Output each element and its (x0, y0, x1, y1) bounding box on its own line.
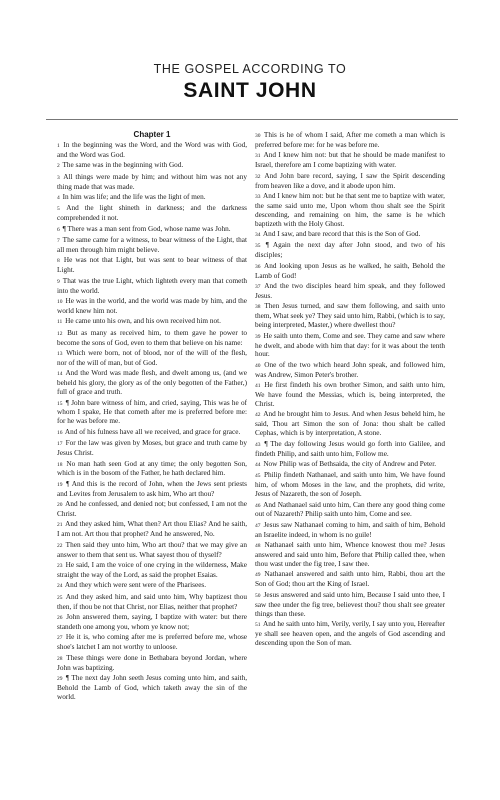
verse (255, 151, 445, 170)
verse-number: 30 (255, 133, 261, 139)
verse (255, 591, 445, 619)
verse-text: In the beginning was the Word, and the Word was with God, and the Word was God. (57, 140, 247, 159)
verse (255, 192, 445, 229)
verse-number: 13 (57, 351, 63, 358)
verse (57, 277, 247, 296)
header-divider (46, 119, 458, 120)
verse-number: 42 (255, 412, 261, 419)
verse-text: And he saith unto him, Verily, verily, I say unto you, Hereafter ye shall see heaven open, and the angels of God ascending and descending upon the Son of man. (255, 619, 445, 647)
verse-number: 23 (57, 563, 63, 570)
book-header (0, 62, 500, 103)
verse-number: 43 (255, 441, 261, 448)
verse-number: 49 (255, 572, 261, 579)
verse-number: 33 (255, 193, 261, 200)
verse (57, 439, 247, 458)
verse (57, 225, 247, 235)
verse (255, 381, 445, 409)
verse-text: For the law was given by Moses, but grace and truth came by Jesus Christ. (57, 439, 247, 458)
verse-number: 46 (255, 502, 261, 509)
verse (255, 172, 445, 191)
verse (255, 471, 445, 499)
verse-text: This is he of whom I said, After me cometh a man which is preferred before me: for he was before me. (255, 131, 445, 149)
verse-text: And of his fulness have all we received, and grace for grace. (64, 427, 241, 436)
verse (57, 193, 247, 203)
verse-number: 34 (255, 232, 261, 239)
verse-text: These things were done in Bethabara beyond Jordan, where John was baptizing. (57, 653, 247, 672)
verse-text: And I knew him not: but he that sent me to baptize with water, the same said unto me, Upon whom thou shalt see the Spirit descending, and remaining on him, the same is he which baptizeth with the Holy Ghost. (255, 191, 445, 228)
verse (57, 593, 247, 612)
verse-text: He was in the world, and the world was made by him, and the world knew him not. (57, 297, 247, 315)
verse-number: 39 (255, 333, 261, 340)
verse (255, 521, 445, 540)
verse-text: Nathanael answered and saith unto him, Rabbi, thou art the Son of God; thou art the King of Israel. (255, 570, 445, 589)
verse-number: 8 (57, 258, 60, 265)
verse-number: 10 (57, 299, 63, 305)
verse (57, 161, 247, 171)
verse (57, 173, 247, 192)
verse (57, 329, 247, 348)
verse-number: 2 (57, 163, 60, 170)
verse-text: Jesus saw Nathanael coming to him, and saith of him, Behold an Israelite indeed, in whom is no guile! (255, 520, 445, 539)
verse-text: In him was life; and the life was the light of men. (62, 192, 206, 201)
verse-number: 41 (255, 383, 261, 390)
verse-text: That was the true Light, which lighteth every man that cometh into the world. (57, 276, 247, 295)
verse-text: Now Philip was of Bethsaida, the city of Andrew and Peter. (263, 459, 437, 468)
verse-number: 1 (57, 142, 60, 149)
verse (255, 131, 445, 150)
verse-text: And looking upon Jesus as he walked, he saith, Behold the Lamb of God! (255, 261, 445, 280)
verse-text: And the two disciples heard him speak, and they followed Jesus. (255, 282, 445, 300)
verse (255, 501, 445, 520)
verse (57, 581, 247, 591)
verse (255, 440, 445, 459)
verse (255, 361, 445, 380)
verse-text: But as many as received him, to them gave he power to become the sons of God, even to them that believe on his name: (57, 328, 247, 347)
verse-text: Philip findeth Nathanael, and saith unto him, We have found him, of whom Moses in the law, and the prophets, did write, Jesus of Nazareth, the son of Joseph. (255, 471, 445, 499)
chapter-heading: Chapter 1 (133, 131, 171, 139)
verse-number: 27 (57, 635, 63, 642)
verse-text: All things were made by him; and without him was not any thing made that was made. (57, 172, 247, 191)
verse-text: And I knew him not: but that he should be made manifest to Israel, therefore am I come baptizing with water. (255, 151, 445, 170)
verse-text: Then said they unto him, Who art thou? that we may give an answer to them that sent us. What sayest thou of thyself? (57, 540, 247, 559)
verse-number: 37 (255, 284, 261, 291)
verse-text: No man hath seen God at any time; the only begotten Son, which is in the bosom of the Father, he hath declared him. (57, 459, 247, 478)
verse (57, 480, 247, 499)
verse-number: 45 (255, 473, 261, 480)
verse-text: Then Jesus turned, and saw them following, and saith unto them, What seek ye? They said unto him, Rabbi, (which is to say, being interpreted, Master,) where dwellest thou? (255, 302, 445, 330)
verse-text: He it is, who coming after me is preferred before me, whose shoe's latchet I am not worthy to unloose. (57, 633, 247, 652)
verse (255, 541, 445, 569)
verse (57, 541, 247, 560)
verse (57, 561, 247, 580)
verse-number: 31 (255, 153, 261, 160)
verse-number: 35 (255, 243, 261, 250)
verse-text: And he brought him to Jesus. And when Jesus beheld him, he said, Thou art Simon the son of Jona: thou shalt be called Cephas, which is by interpretation, A stone. (255, 410, 445, 438)
verse (57, 399, 247, 427)
verse-number: 4 (57, 194, 60, 201)
verse (255, 302, 445, 330)
verse (57, 256, 247, 275)
verse-text: And they which were sent were of the Pharisees. (64, 581, 207, 590)
verse (57, 236, 247, 255)
verse-text: ¶ John bare witness of him, and cried, saying, This was he of whom I spake, He that cometh after me is preferred before me: for he was before me. (57, 398, 247, 426)
verse-number: 21 (57, 522, 63, 529)
verse-text: Which were born, not of blood, nor of the will of the flesh, nor of the will of man, but of God. (57, 349, 247, 367)
verse-number: 16 (57, 429, 63, 436)
verse-number: 15 (57, 400, 63, 407)
verse-text: The same was in the beginning with God. (62, 161, 184, 170)
verse-number: 40 (255, 362, 261, 369)
verse-number: 47 (255, 522, 261, 529)
verse (255, 460, 445, 470)
verse-number: 22 (57, 542, 63, 549)
verse (57, 520, 247, 539)
verse (57, 317, 247, 327)
verse-number: 12 (57, 330, 63, 337)
verse-text: He came unto his own, and his own received him not. (65, 317, 221, 326)
verse (57, 297, 247, 316)
verse-text: He first findeth his own brother Simon, and saith unto him, We have found the Messias, which is, being interpreted, the Christ. (255, 381, 445, 408)
book-title: SAINT JOHN (183, 79, 317, 102)
verse-number: 3 (57, 174, 60, 181)
verse-number: 7 (57, 238, 60, 245)
verse (255, 410, 445, 438)
verse-number: 17 (57, 441, 63, 448)
verse (57, 369, 247, 397)
verse-number: 20 (57, 502, 63, 509)
verse-number: 32 (255, 173, 261, 180)
verse (255, 332, 445, 360)
verse (255, 282, 445, 301)
verse-text: Nathanael saith unto him, Whence knowest thou me? Jesus answered and said unto him, Before that Philip called thee, when thou wast under the fig tree, I saw thee. (255, 541, 445, 568)
verse-number: 51 (255, 621, 261, 628)
verse-number: 5 (57, 206, 60, 213)
verse-number: 9 (57, 278, 60, 285)
verse (57, 204, 247, 223)
verse-text: And John bare record, saying, I saw the Spirit descending from heaven like a dove, and it abode upon him. (255, 171, 445, 190)
verse-number: 26 (57, 615, 63, 622)
verse-number: 28 (57, 655, 63, 662)
verse-number: 44 (255, 461, 261, 468)
verse-number: 6 (57, 226, 60, 233)
verse (57, 460, 247, 479)
verse (255, 262, 445, 281)
verse (255, 570, 445, 589)
verse (57, 141, 247, 160)
verse-number: 25 (57, 594, 63, 601)
verse-text: He saith unto them, Come and see. They came and saw where he dwelt, and abode with him that day: for it was about the tenth hour. (255, 331, 445, 359)
verse (57, 654, 247, 673)
verse-number: 24 (57, 583, 63, 590)
verse (57, 613, 247, 632)
right-column (255, 131, 445, 781)
verse (57, 633, 247, 652)
verse-text: He was not that Light, but was sent to bear witness of that Light. (57, 256, 247, 275)
verse-text: And the light shineth in darkness; and the darkness comprehended it not. (57, 204, 247, 223)
verse-text: And he confessed, and denied not; but confessed, I am not the Christ. (57, 500, 247, 519)
verse-text: Jesus answered and said unto him, Because I said unto thee, I saw thee under the fig tree, believest thou? thou shalt see greater things than these. (255, 590, 445, 618)
verse-number: 50 (255, 592, 261, 599)
verse-text: ¶ And this is the record of John, when the Jews sent priests and Levites from Jerusalem to ask him, Who art thou? (57, 479, 247, 498)
verse-text: And the Word was made flesh, and dwelt among us, (and we beheld his glory, the glory as of the only begotten of the Father,) full of grace and truth. (57, 369, 247, 397)
verse-number: 19 (57, 481, 63, 488)
book-kicker: THE GOSPEL ACCORDING TO (153, 62, 347, 76)
verse-number: 29 (57, 676, 63, 683)
verse (255, 230, 445, 240)
verse-number: 36 (255, 263, 261, 270)
verse-number: 18 (57, 461, 63, 468)
verse (57, 428, 247, 438)
verse-number: 11 (57, 319, 63, 326)
verse-text: He said, I am the voice of one crying in the wilderness, Make straight the way of the Lord, as said the prophet Esaias. (57, 561, 247, 579)
verse-text: And Nathanael said unto him, Can there any good thing come out of Nazareth? Philip saith unto him, Come and see. (255, 500, 445, 519)
verse-text: ¶ Again the next day after John stood, and two of his disciples; (255, 241, 445, 260)
verse-text: The same came for a witness, to bear witness of the Light, that all men through him might believe. (57, 236, 247, 254)
verse-text: ¶ There was a man sent from God, whose name was John. (62, 224, 231, 233)
verse-text: And they asked him, What then? Art thou Elias? And he saith, I am not. Art thou that prophet? And he answered, No. (57, 520, 247, 539)
verse-text: And I saw, and bare record that this is the Son of God. (262, 230, 421, 239)
verse-text: One of the two which heard John speak, and followed him, was Andrew, Simon Peter's brother. (255, 360, 445, 379)
verse-number: 38 (255, 304, 261, 311)
verse-text: And they asked him, and said unto him, Why baptizest thou then, if thou be not that Christ, nor Elias, neither that prophet? (57, 592, 247, 611)
verse-number: 14 (57, 371, 63, 378)
verse-text: John answered them, saying, I baptize with water: but there standeth one among you, whom ye know not; (57, 613, 247, 631)
verse-text: ¶ The day following Jesus would go forth into Galilee, and findeth Philip, and saith unto him, Follow me. (255, 439, 445, 458)
verse (57, 349, 247, 368)
verse (255, 241, 445, 260)
verse (57, 674, 247, 702)
verse (57, 500, 247, 519)
verse (255, 620, 445, 648)
text-columns (57, 131, 445, 781)
left-column (57, 131, 247, 781)
verse-number: 48 (255, 543, 261, 550)
verse-text: ¶ The next day John seeth Jesus coming unto him, and saith, Behold the Lamb of God, which taketh away the sin of the world. (57, 674, 247, 701)
